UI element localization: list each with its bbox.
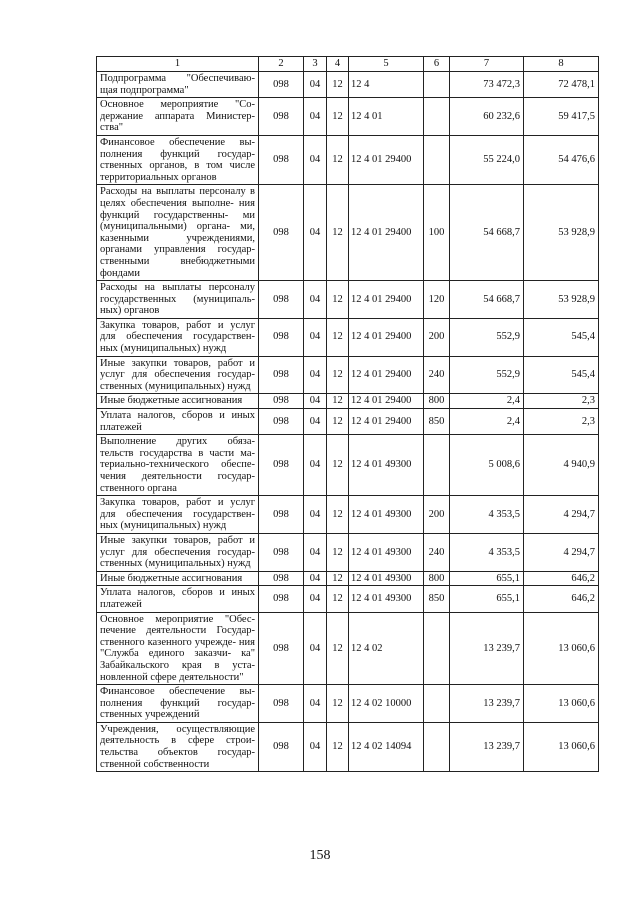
- row-ministry-code: 098: [259, 318, 304, 356]
- row-subsection-code: 12: [327, 571, 349, 586]
- row-amount-col8: 545,4: [524, 318, 599, 356]
- row-target-article: 12 4 01 29400: [349, 394, 424, 409]
- column-header: 2: [259, 57, 304, 72]
- row-ministry-code: 098: [259, 612, 304, 685]
- row-name: Закупка товаров, работ и услуг для обеспечения государствен- ных (муниципальных) нужд: [97, 318, 259, 356]
- row-amount-col7: 55 224,0: [450, 135, 524, 184]
- table-row: [97, 185, 599, 281]
- page-number: 158: [309, 848, 331, 863]
- table-row: [97, 98, 599, 136]
- table-row: [97, 571, 599, 586]
- row-subsection-code: 12: [327, 586, 349, 612]
- table-row: [97, 533, 599, 571]
- table-row: [97, 612, 599, 685]
- row-section-code: 04: [304, 571, 327, 586]
- row-name: Основное мероприятие "Со- держание аппарата Министер- ства": [97, 98, 259, 136]
- row-amount-col7: 4 353,5: [450, 496, 524, 534]
- row-expense-type: [424, 98, 450, 136]
- row-expense-type: 120: [424, 281, 450, 319]
- row-expense-type: 200: [424, 318, 450, 356]
- row-amount-col7: 2,4: [450, 409, 524, 435]
- row-amount-col8: 59 417,5: [524, 98, 599, 136]
- row-name: Расходы на выплаты персоналу государственных (муниципаль- ных) органов: [97, 281, 259, 319]
- row-amount-col8: 13 060,6: [524, 685, 599, 723]
- row-target-article: 12 4 01 49300: [349, 586, 424, 612]
- row-subsection-code: 12: [327, 185, 349, 281]
- row-expense-type: 800: [424, 394, 450, 409]
- row-subsection-code: 12: [327, 394, 349, 409]
- row-amount-col7: 552,9: [450, 318, 524, 356]
- row-name: Уплата налогов, сборов и иных платежей: [97, 586, 259, 612]
- row-amount-col8: 72 478,1: [524, 72, 599, 98]
- row-section-code: 04: [304, 318, 327, 356]
- row-name: Учреждения, осуществляющие деятельность в сфере строи- тельства объектов государ- ственной собственности: [97, 722, 259, 771]
- row-target-article: 12 4 01 49300: [349, 533, 424, 571]
- row-name: Иные бюджетные ассигнования: [97, 571, 259, 586]
- column-header: 5: [349, 57, 424, 72]
- row-amount-col8: 4 294,7: [524, 496, 599, 534]
- row-section-code: 04: [304, 435, 327, 496]
- table-row: [97, 496, 599, 534]
- row-ministry-code: 098: [259, 72, 304, 98]
- row-amount-col7: 13 239,7: [450, 685, 524, 723]
- row-expense-type: [424, 722, 450, 771]
- row-expense-type: [424, 685, 450, 723]
- row-target-article: 12 4 02 10000: [349, 685, 424, 723]
- table-row: [97, 685, 599, 723]
- row-section-code: 04: [304, 185, 327, 281]
- row-target-article: 12 4 01 29400: [349, 356, 424, 394]
- table-row: [97, 722, 599, 771]
- row-target-article: 12 4 01 49300: [349, 435, 424, 496]
- row-amount-col8: 2,3: [524, 409, 599, 435]
- row-ministry-code: 098: [259, 356, 304, 394]
- row-amount-col8: 13 060,6: [524, 722, 599, 771]
- row-amount-col8: 4 940,9: [524, 435, 599, 496]
- table-row: [97, 586, 599, 612]
- row-ministry-code: 098: [259, 571, 304, 586]
- table-row: [97, 281, 599, 319]
- row-subsection-code: 12: [327, 98, 349, 136]
- row-subsection-code: 12: [327, 135, 349, 184]
- row-subsection-code: 12: [327, 533, 349, 571]
- row-subsection-code: 12: [327, 435, 349, 496]
- row-ministry-code: 098: [259, 722, 304, 771]
- row-name: Расходы на выплаты персоналу в целях обеспечения выполне- ния функций государственны- ми (муниципальными) органа- ми, казенными учреждениями, органами управления государ- ственными внебюджетными фондами: [97, 185, 259, 281]
- row-name: Иные закупки товаров, работ и услуг для обеспечения государ- ственных (муниципальных) нужд: [97, 356, 259, 394]
- row-amount-col7: 655,1: [450, 571, 524, 586]
- table-row: [97, 409, 599, 435]
- row-amount-col8: 4 294,7: [524, 533, 599, 571]
- row-subsection-code: 12: [327, 722, 349, 771]
- row-section-code: 04: [304, 356, 327, 394]
- column-header: 6: [424, 57, 450, 72]
- row-expense-type: [424, 612, 450, 685]
- row-ministry-code: 098: [259, 185, 304, 281]
- row-name: Основное мероприятие "Обес- печение деятельности Государ- ственного казенного учрежде- ния "Служба единого заказчи- ка" Забайкальского края в уста- новленной сфере деятельности": [97, 612, 259, 685]
- row-ministry-code: 098: [259, 685, 304, 723]
- column-header: 8: [524, 57, 599, 72]
- row-expense-type: 100: [424, 185, 450, 281]
- row-amount-col8: 53 928,9: [524, 185, 599, 281]
- row-amount-col7: 13 239,7: [450, 722, 524, 771]
- row-section-code: 04: [304, 394, 327, 409]
- row-target-article: 12 4 01 49300: [349, 571, 424, 586]
- row-amount-col7: 655,1: [450, 586, 524, 612]
- row-amount-col8: 2,3: [524, 394, 599, 409]
- row-amount-col7: 13 239,7: [450, 612, 524, 685]
- row-expense-type: 850: [424, 586, 450, 612]
- row-expense-type: [424, 435, 450, 496]
- row-section-code: 04: [304, 72, 327, 98]
- column-header: 1: [97, 57, 259, 72]
- row-target-article: 12 4 01 29400: [349, 318, 424, 356]
- row-subsection-code: 12: [327, 318, 349, 356]
- row-target-article: 12 4 01 29400: [349, 185, 424, 281]
- row-subsection-code: 12: [327, 612, 349, 685]
- row-target-article: 12 4 01 29400: [349, 409, 424, 435]
- column-header: 7: [450, 57, 524, 72]
- row-amount-col7: 4 353,5: [450, 533, 524, 571]
- row-section-code: 04: [304, 496, 327, 534]
- table-row: [97, 318, 599, 356]
- row-target-article: 12 4 01 29400: [349, 135, 424, 184]
- row-name: Уплата налогов, сборов и иных платежей: [97, 409, 259, 435]
- column-header: 4: [327, 57, 349, 72]
- row-ministry-code: 098: [259, 435, 304, 496]
- row-name: Иные закупки товаров, работ и услуг для обеспечения государ- ственных (муниципальных) нужд: [97, 533, 259, 571]
- row-name: Финансовое обеспечение вы- полнения функций государ- ственных учреждений: [97, 685, 259, 723]
- row-amount-col7: 73 472,3: [450, 72, 524, 98]
- table-row: [97, 435, 599, 496]
- row-ministry-code: 098: [259, 281, 304, 319]
- row-name: Закупка товаров, работ и услуг для обеспечения государствен- ных (муниципальных) нужд: [97, 496, 259, 534]
- row-name: Выполнение других обяза- тельств государства в части ма- териально-технического обеспе- чения деятельности государ- ственного органа: [97, 435, 259, 496]
- row-target-article: 12 4 01: [349, 98, 424, 136]
- budget-table: [96, 56, 599, 772]
- row-target-article: 12 4: [349, 72, 424, 98]
- row-ministry-code: 098: [259, 586, 304, 612]
- row-amount-col8: 53 928,9: [524, 281, 599, 319]
- table-header-row: [97, 57, 599, 72]
- row-name: Подпрограмма "Обеспечиваю- щая подпрограмма": [97, 72, 259, 98]
- row-target-article: 12 4 02 14094: [349, 722, 424, 771]
- row-expense-type: 200: [424, 496, 450, 534]
- table-row: [97, 394, 599, 409]
- row-section-code: 04: [304, 722, 327, 771]
- row-section-code: 04: [304, 409, 327, 435]
- row-subsection-code: 12: [327, 281, 349, 319]
- row-subsection-code: 12: [327, 356, 349, 394]
- row-amount-col8: 646,2: [524, 586, 599, 612]
- row-target-article: 12 4 01 49300: [349, 496, 424, 534]
- row-subsection-code: 12: [327, 496, 349, 534]
- row-amount-col7: 54 668,7: [450, 281, 524, 319]
- row-subsection-code: 12: [327, 72, 349, 98]
- row-amount-col8: 13 060,6: [524, 612, 599, 685]
- row-expense-type: 240: [424, 533, 450, 571]
- row-section-code: 04: [304, 281, 327, 319]
- row-expense-type: 240: [424, 356, 450, 394]
- row-amount-col8: 646,2: [524, 571, 599, 586]
- table-row: [97, 135, 599, 184]
- row-section-code: 04: [304, 98, 327, 136]
- column-header: 3: [304, 57, 327, 72]
- row-amount-col7: 5 008,6: [450, 435, 524, 496]
- row-subsection-code: 12: [327, 409, 349, 435]
- row-ministry-code: 098: [259, 533, 304, 571]
- row-amount-col7: 2,4: [450, 394, 524, 409]
- row-section-code: 04: [304, 533, 327, 571]
- row-target-article: 12 4 01 29400: [349, 281, 424, 319]
- row-section-code: 04: [304, 612, 327, 685]
- row-amount-col8: 54 476,6: [524, 135, 599, 184]
- table-row: [97, 72, 599, 98]
- row-section-code: 04: [304, 135, 327, 184]
- row-expense-type: [424, 72, 450, 98]
- row-subsection-code: 12: [327, 685, 349, 723]
- row-ministry-code: 098: [259, 98, 304, 136]
- row-expense-type: 800: [424, 571, 450, 586]
- row-expense-type: [424, 135, 450, 184]
- row-amount-col7: 54 668,7: [450, 185, 524, 281]
- row-amount-col8: 545,4: [524, 356, 599, 394]
- row-expense-type: 850: [424, 409, 450, 435]
- row-amount-col7: 552,9: [450, 356, 524, 394]
- row-section-code: 04: [304, 586, 327, 612]
- row-target-article: 12 4 02: [349, 612, 424, 685]
- row-ministry-code: 098: [259, 394, 304, 409]
- row-amount-col7: 60 232,6: [450, 98, 524, 136]
- row-section-code: 04: [304, 685, 327, 723]
- row-ministry-code: 098: [259, 409, 304, 435]
- row-name: Финансовое обеспечение вы- полнения функций государ- ственных органов, в том числе территориальных органов: [97, 135, 259, 184]
- table-row: [97, 356, 599, 394]
- row-ministry-code: 098: [259, 496, 304, 534]
- row-name: Иные бюджетные ассигнования: [97, 394, 259, 409]
- row-ministry-code: 098: [259, 135, 304, 184]
